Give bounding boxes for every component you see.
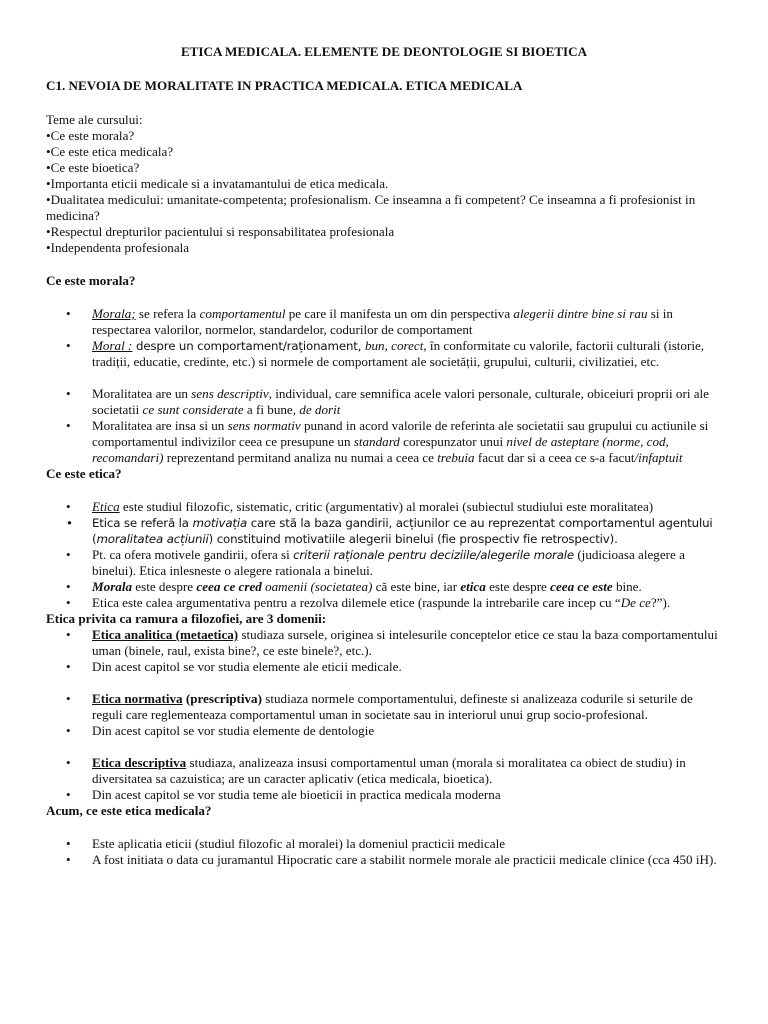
emphasis: De ce xyxy=(620,595,651,610)
section-heading-domenii: Etica privita ca ramura a filozofiei, are 3 domenii: xyxy=(46,611,327,626)
term: Etica xyxy=(92,499,120,514)
term: Etica analitica (metaetica) xyxy=(92,627,239,642)
emphasis: sens normativ xyxy=(227,418,301,433)
list-item xyxy=(46,547,722,579)
bullet: • xyxy=(66,306,71,321)
domenii-list xyxy=(46,627,722,803)
spacer xyxy=(46,370,722,386)
topic-item: •Importanta eticii medicale si a invatamantului de etica medicala. xyxy=(46,176,389,191)
text: Etica este calea argumentativa pentru a rezolva dilemele etice (raspunde la intrebarile care incep cu “ xyxy=(92,595,621,610)
document-title: ETICA MEDICALA. ELEMENTE DE DEONTOLOGIE SI BIOETICA xyxy=(180,44,588,59)
text: A fost initiata o data cu juramantul Hipocratic care a stabilit normele morale ale practicii medicale clinice (cca 450 iH). xyxy=(92,852,717,867)
emphasis: ceea ce cred xyxy=(196,579,262,594)
term: Etica normativa xyxy=(92,691,183,706)
text: si in respectarea valorilor, normelor, standardelor, codurilor de comportament xyxy=(92,306,673,337)
bullet: • xyxy=(66,723,71,738)
bullet: • xyxy=(66,595,71,610)
bullet: • xyxy=(66,516,73,530)
text: Din acest capitol se vor studia elemente ale eticii medicale. xyxy=(92,659,402,674)
list-item xyxy=(46,787,722,803)
emphasis: moralitatea acțiunii xyxy=(96,532,209,546)
emphasis: , de dorit xyxy=(292,402,341,417)
section-heading-etica-medicala: Acum, ce este etica medicala? xyxy=(46,803,212,818)
morala-list xyxy=(46,306,722,466)
emphasis: alegerii dintre bine si rau xyxy=(513,306,648,321)
bullet: • xyxy=(66,386,71,401)
emphasis: ce sunt considerate xyxy=(142,402,244,417)
list-item xyxy=(46,338,722,370)
chapter-title: C1. NEVOIA DE MORALITATE IN PRACTICA MEDICALA. ETICA MEDICALA xyxy=(46,78,523,93)
emphasis: motivația xyxy=(192,516,248,530)
emphasis: standard xyxy=(353,434,400,449)
term-qualifier: (prescriptiva) xyxy=(182,691,262,706)
text: ?”). xyxy=(650,595,671,610)
bullet: • xyxy=(66,787,71,802)
topic-item: •Ce este etica medicala? xyxy=(46,144,174,159)
text: a fi bune xyxy=(243,402,293,417)
topic-item: •Independenta profesionala xyxy=(46,240,190,255)
list-item xyxy=(46,836,722,852)
list-item xyxy=(46,386,722,418)
emphasis: bun, corect, xyxy=(364,338,427,353)
etica-medicala-list xyxy=(46,836,722,868)
list-item xyxy=(46,418,722,466)
spacer xyxy=(46,675,722,691)
bullet: • xyxy=(66,579,71,594)
bullet: • xyxy=(66,852,71,867)
text: în conformitate cu valorile, factorii culturali (istorie, tradiții, educatie, credinte, etc.) si normele de comportament ale societății, grupului, culturii, civilizatiei, etc. xyxy=(92,338,705,369)
emphasis: ceea ce este xyxy=(550,579,613,594)
text: reprezentand permitand analiza nu numai a ceea ce xyxy=(163,450,438,465)
text: se refera la xyxy=(135,306,200,321)
text: este despre xyxy=(485,579,551,594)
emphasis: criterii raționale pentru deciziile/alegerile morale xyxy=(293,548,575,562)
list-item xyxy=(46,852,722,868)
text: Moralitatea are un xyxy=(92,386,192,401)
course-topics xyxy=(46,112,722,256)
etica-list xyxy=(46,499,722,611)
bullet: • xyxy=(66,418,71,433)
emphasis: oamenii (societatea) xyxy=(261,579,373,594)
text: este despre xyxy=(132,579,197,594)
term: Morala; xyxy=(92,306,136,321)
topic-item: •Ce este morala? xyxy=(46,128,135,143)
text: studiaza sursele, originea si intelesurile conceptelor etice ce stau la baza comportamentului uman (binele, raul, exista bine?, ce este binele?, etc.). xyxy=(92,627,718,658)
list-item xyxy=(46,659,722,675)
topic-item: •Respectul drepturilor pacientului si responsabilitatea profesionala xyxy=(46,224,395,239)
text: (judicioasa alegere a binelui). Etica inlesneste o alegere rationala a binelui. xyxy=(92,547,685,578)
list-item xyxy=(46,515,722,547)
text: că este bine, iar xyxy=(372,579,461,594)
topic-item: •Ce este bioetica? xyxy=(46,160,140,175)
bullet: • xyxy=(66,499,71,514)
topic-item: •Dualitatea medicului: umanitate-competenta; profesionalism. Ce inseamna a fi competent? Ce inseamna a fi profesionist in medicina? xyxy=(46,192,696,223)
text: Etica se referă la xyxy=(92,516,193,530)
text: , individual, care semnifica acele valori personale, culturale, obiceiuri proprii ori ale societatii xyxy=(92,386,709,417)
bullet: • xyxy=(66,627,71,642)
list-item xyxy=(46,306,722,338)
section-heading-etica: Ce este etica? xyxy=(46,466,122,481)
text: pe care il manifesta un om din perspectiva xyxy=(285,306,514,321)
text: care stă la baza gandirii, acțiunilor ce au reprezentat comportamentul agentului ( xyxy=(92,516,713,546)
emphasis: etica xyxy=(460,579,486,594)
bullet: • xyxy=(66,836,71,851)
term: Etica descriptiva xyxy=(92,755,187,770)
text: este studiul filozofic, sistematic, critic (argumentativ) al moralei (subiectul studiului este moralitatea) xyxy=(119,499,654,514)
text: studiaza, analizeaza insusi comportamentul uman (morala si moralitatea ca obiect de studiu) in diversitatea sa cazuistica; are un caracter aplicativ (etica medicala, bioetica). xyxy=(92,755,686,786)
bullet: • xyxy=(66,659,71,674)
list-item xyxy=(46,691,722,723)
list-item xyxy=(46,579,722,595)
emphasis: comportamentul xyxy=(199,306,286,321)
text: bine. xyxy=(612,579,642,594)
bullet: • xyxy=(66,547,71,562)
list-item xyxy=(46,755,722,787)
spacer xyxy=(46,739,722,755)
list-item xyxy=(46,723,722,739)
text: Este aplicatia eticii (studiul filozofic al moralei) la domeniul practicii medicale xyxy=(92,836,506,851)
topics-heading: Teme ale cursului: xyxy=(46,112,143,127)
list-item xyxy=(46,499,722,515)
text: punand in acord valorile de referinta ale societatii sau grupului cu actiunile si comportamentul indivizilor ceea ce presupune un xyxy=(92,418,709,449)
text: Din acest capitol se vor studia elemente de dentologie xyxy=(92,723,375,738)
list-item xyxy=(46,627,722,659)
text: studiaza normele comportamentului, defineste si analizeaza codurile si seturile de reguli care reglementeaza comportamentul uman in societate sau in interiorul unui grup socio-profesional. xyxy=(92,691,693,722)
term: Moral : xyxy=(92,338,133,353)
emphasis: /infaptuit xyxy=(634,450,683,465)
bullet: • xyxy=(66,338,71,353)
emphasis: trebuia xyxy=(437,450,475,465)
emphasis: Morala xyxy=(92,579,133,594)
text: corespunzator unui xyxy=(399,434,507,449)
text: Moralitatea are insa si un xyxy=(92,418,228,433)
text: ) constituind motivatiile alegerii binelui (fie prospectiv fie retrospectiv). xyxy=(208,532,618,546)
emphasis: sens descriptiv xyxy=(191,386,269,401)
bullet: • xyxy=(66,755,71,770)
emphasis: nivel de asteptare (norme, cod, recomandari) xyxy=(92,434,669,465)
list-item xyxy=(46,595,722,611)
text: facut dar si a ceea ce s-a facut xyxy=(474,450,635,465)
bullet: • xyxy=(66,691,71,706)
text: Pt. ca ofera motivele gandirii, ofera si xyxy=(92,547,294,562)
section-heading-morala: Ce este morala? xyxy=(46,273,136,288)
text: Din acest capitol se vor studia teme ale bioeticii in practica medicala moderna xyxy=(92,787,501,802)
text: despre un comportament/raționament, xyxy=(132,339,365,353)
